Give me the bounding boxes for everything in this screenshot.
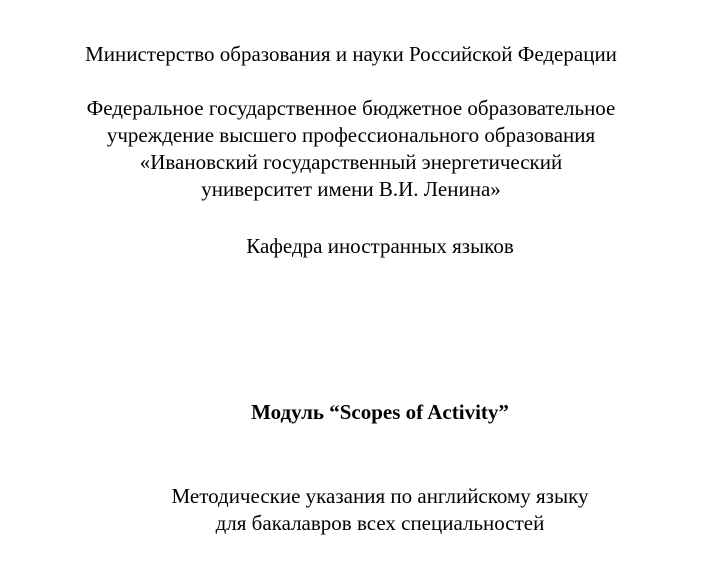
institution-line-1: Федеральное государственное бюджетное образовательное <box>86 96 616 120</box>
module-title: Модуль “Scopes of Activity” <box>251 400 509 424</box>
ministry-heading: Министерство образования и науки Российской Федерации <box>85 42 617 66</box>
document-subtitle <box>0 483 718 537</box>
institution-line-2: учреждение высшего профессионального образования <box>106 123 596 147</box>
department-name: Кафедра иностранных языков <box>246 234 514 258</box>
subtitle-line-1: Методические указания по английскому языку <box>171 484 589 508</box>
institution-name <box>0 95 702 203</box>
institution-line-3: «Ивановский государственный энергетический <box>139 150 563 174</box>
institution-line-4: университет имени В.И. Ленина» <box>201 177 501 201</box>
subtitle-line-2: для бакалавров всех специальностей <box>215 511 545 535</box>
